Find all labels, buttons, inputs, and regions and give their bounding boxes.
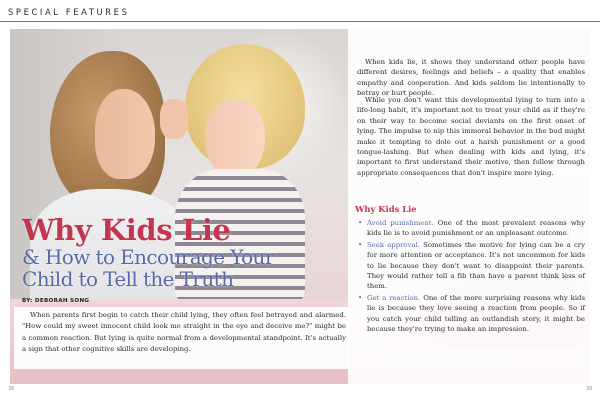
page-number-right: 39 [586, 387, 593, 392]
bullet-lead: Avoid punishment. [367, 219, 434, 227]
header-rule [0, 21, 600, 22]
bullet-lead: Get a reaction. [367, 293, 421, 302]
section-title: SPECIAL FEATURES [8, 7, 130, 17]
article-subtitle: & How to Encourage Your Child to Tell the Truth [22, 245, 274, 291]
page-number-left: 38 [8, 387, 15, 392]
section-heading: Why Kids Lie [355, 204, 417, 214]
body-paragraph: While you don't want this developmental lying to turn into a life-long habit, it's important not to treat your child as if they're on their way to become social deviants on the first onset of lying. The impulse to nip this immoral behavior in the bud might make it tempting to dole out a harsh punishment or a good tongue-lashing. But when dealing with kids and lying, it's important to first understand their motive, then follow through appropriate consequences that don't inspire more lying. [357, 96, 585, 177]
byline: BY: DEBORAH SONG [22, 298, 90, 304]
list-item [357, 293, 585, 335]
intro-paragraph: When parents first begin to catch their child lying, they often feel betrayed and alarmed. "How could my sweet innocent child look me straight in the eye and deceive me?" might be a common reaction. But lying is quite normal from a developmental standpoint. It's actually a sign that other cognitive skills are developing. [22, 311, 346, 354]
bullet-text: One of the most prevalent reasons why kids lie is to avoid punishment or an unpleasant outcome. [367, 219, 585, 238]
bullet-icon: • [358, 240, 363, 249]
bullet-text: Sometimes the motive for lying can be a cry for more attention or acceptance. It's not uncommon for kids to lie because they don't want to disappoint their parents. They would rather tell a fib than have a parent think less of them. [367, 240, 585, 291]
bullet-lead: Seek approval. [367, 240, 420, 249]
list-item [357, 240, 585, 292]
article-title: Why Kids Lie [22, 213, 231, 247]
bullet-icon: • [358, 219, 363, 227]
page-header [0, 0, 600, 24]
body-paragraph: When kids lie, it shows they understand other people have different desires, feelings and beliefs – a quality that enables empathy and cooperation. And kids seldom lie intentionally to betray or hurt people. [357, 58, 585, 98]
bullet-icon: • [358, 293, 363, 302]
list-item [357, 218, 585, 239]
bullet-text: One of the more surprising reasons why kids lie is because they love seeing a reaction from people. So if you catch your child telling an outlandish story, it might be because they're trying to make an impression. [367, 293, 585, 334]
reasons-list [357, 218, 585, 335]
